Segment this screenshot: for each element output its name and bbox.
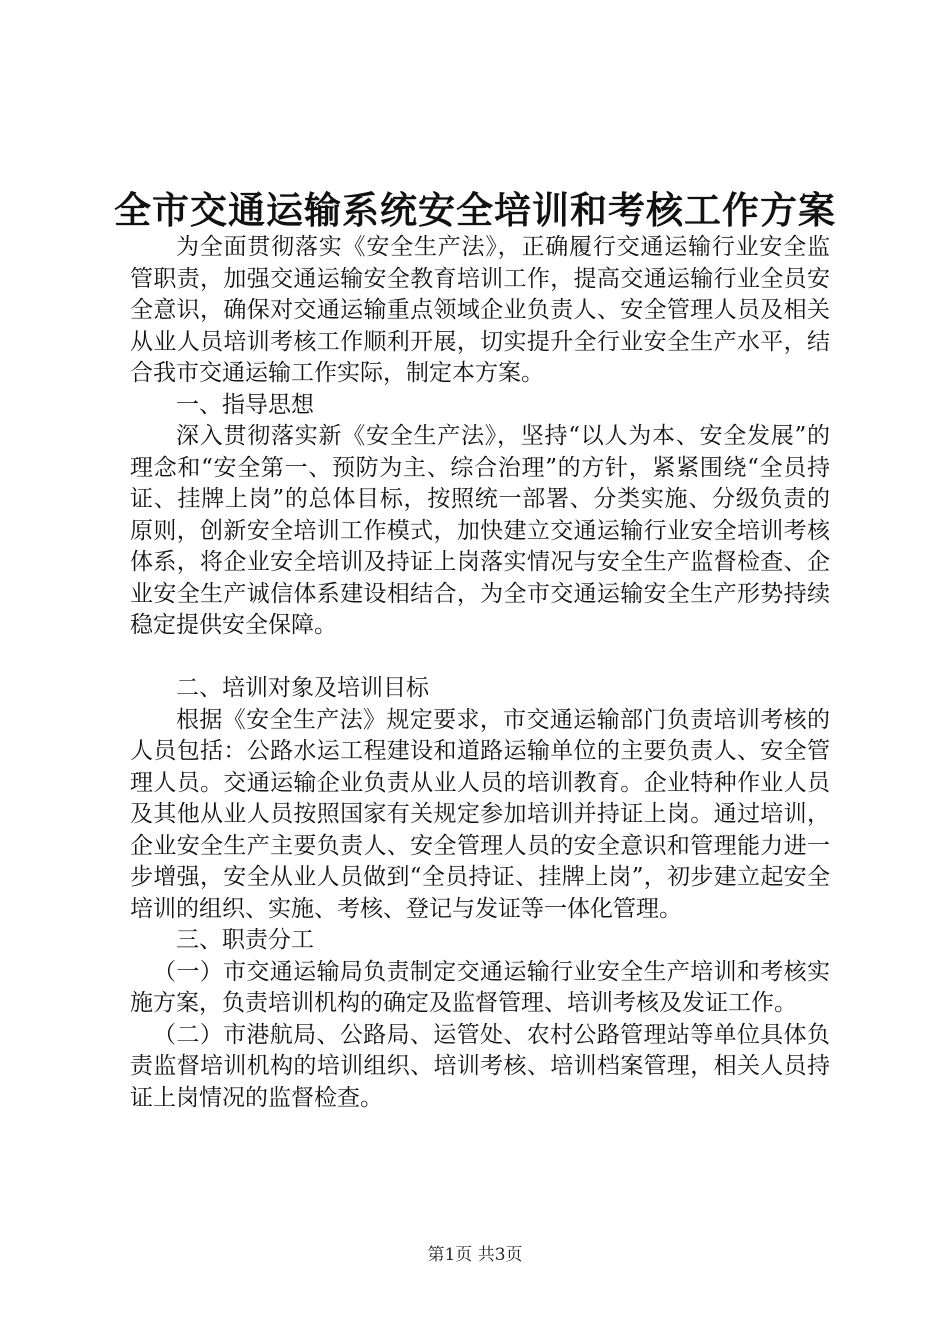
section-heading-guiding-ideology: 一、指导思想 [176,391,314,418]
blank-line [130,642,830,674]
training-targets-paragraph: 根据《安全生产法》规定要求，市交通运输部门负责培训考核的人员包括：公路水运工程建设和道路运输单位的主要负责人、安全管理人员。交通运输企业负责从业人员的培训教育。企业特种作业人员及其他从业人员按照国家有关规定参加培训并持证上岗。通过培训，企业安全生产主要负责人、安全管理人员的安全意识和管理能力进一步增强，安全从业人员做到“全员持证、挂牌上岗”，初步建立起安全培训的组织、实施、考核、登记与发证等一体化管理。 [130,706,830,922]
intro-paragraph: 为全面贯彻落实《安全生产法》，正确履行交通运输行业安全监管职责，加强交通运输安全教育培训工作，提高交通运输行业全员安全意识，确保对交通运输重点领域企业负责人、安全管理人员及相关从业人员培训考核工作顺利开展，切实提升全行业安全生产水平，结合我市交通运输工作实际，制定本方案。 [130,234,830,386]
section-heading-responsibilities: 三、职责分工 [176,927,314,953]
page-number-footer: 第1页 共3页 [427,1245,523,1265]
document-body [130,232,830,1114]
section-heading-training-targets: 二、培训对象及培训目标 [176,675,429,701]
guiding-ideology-paragraph: 深入贯彻落实新《安全生产法》，坚持“以人为本、安全发展”的理念和“安全第一、预防为主、综合治理”的方针，紧紧围绕“全员持证、挂牌上岗”的总体目标，按照统一部署、分类实施、分级负责的原则，创新安全培训工作模式，加快建立交通运输行业安全培训考核体系，将企业安全培训及持证上岗落实情况与安全生产监督检查、企业安全生产诚信体系建设相结合，为全市交通运输安全生产形势持续稳定提供安全保障。 [130,423,830,638]
document-title: 全市交通运输系统安全培训和考核工作方案 [114,188,836,232]
responsibility-item-2: （二）市港航局、公路局、运管处、农村公路管理站等单位具体负责监督培训机构的培训组织、培训考核、培训档案管理，相关人员持证上岗情况的监督检查。 [130,1021,830,1111]
responsibility-item-1: （一）市交通运输局负责制定交通运输行业安全生产培训和考核实施方案，负责培训机构的确定及监督管理、培训考核及发证工作。 [130,958,830,1016]
